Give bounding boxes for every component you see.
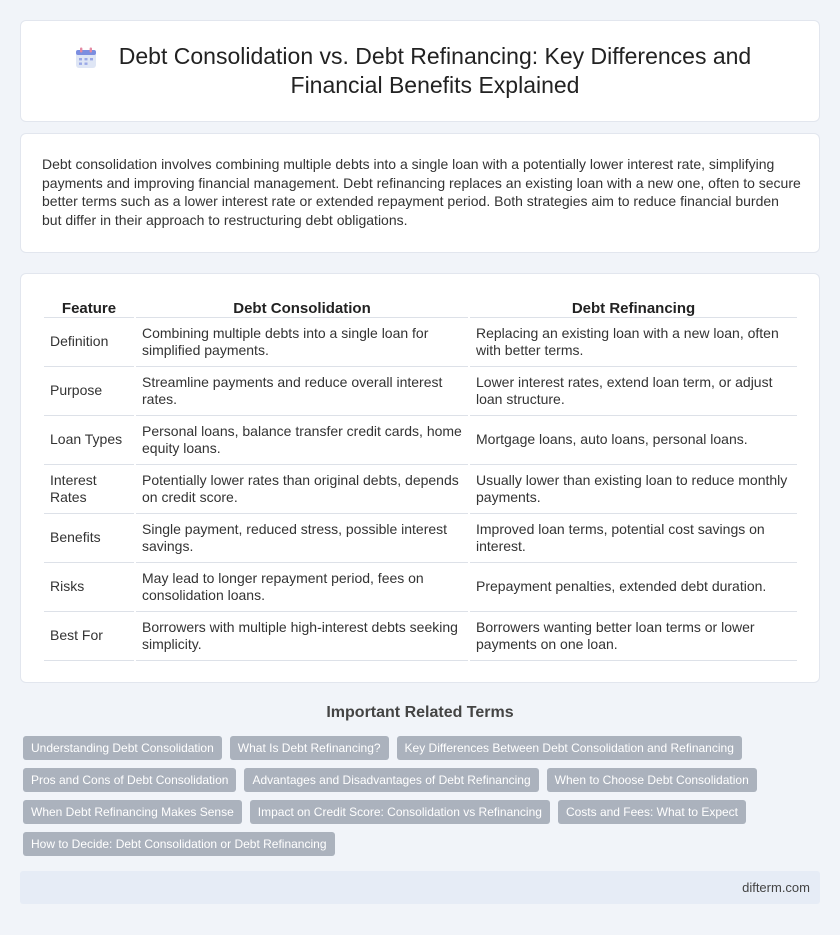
refinancing-cell: Replacing an existing loan with a new loan, often with better terms. xyxy=(470,318,797,367)
related-term-tag[interactable]: Pros and Cons of Debt Consolidation xyxy=(23,768,236,792)
feature-cell: Interest Rates xyxy=(44,465,134,514)
related-term-tag[interactable]: When to Choose Debt Consolidation xyxy=(547,768,757,792)
table-row xyxy=(44,318,797,367)
table-row xyxy=(44,612,797,661)
related-term-tag[interactable]: When Debt Refinancing Makes Sense xyxy=(23,800,242,824)
consolidation-cell: Personal loans, balance transfer credit cards, home equity loans. xyxy=(136,416,468,465)
feature-cell: Definition xyxy=(44,318,134,367)
related-term-tag[interactable]: What Is Debt Refinancing? xyxy=(230,736,389,760)
comparison-table xyxy=(42,296,799,661)
refinancing-cell: Prepayment penalties, extended debt duration. xyxy=(470,563,797,612)
header-feature: Feature xyxy=(44,296,134,318)
comparison-card xyxy=(20,273,820,683)
table-row xyxy=(44,367,797,416)
consolidation-cell: Potentially lower rates than original debts, depends on credit score. xyxy=(136,465,468,514)
feature-cell: Best For xyxy=(44,612,134,661)
header-debt-consolidation: Debt Consolidation xyxy=(136,296,468,318)
feature-cell: Benefits xyxy=(44,514,134,563)
table-row xyxy=(44,563,797,612)
refinancing-cell: Improved loan terms, potential cost savings on interest. xyxy=(470,514,797,563)
related-term-tag[interactable]: Impact on Credit Score: Consolidation vs Refinancing xyxy=(250,800,550,824)
table-row xyxy=(44,465,797,514)
feature-cell: Loan Types xyxy=(44,416,134,465)
consolidation-cell: Borrowers with multiple high-interest debts seeking simplicity. xyxy=(136,612,468,661)
feature-cell: Risks xyxy=(44,563,134,612)
refinancing-cell: Mortgage loans, auto loans, personal loans. xyxy=(470,416,797,465)
table-row xyxy=(44,514,797,563)
consolidation-cell: Streamline payments and reduce overall interest rates. xyxy=(136,367,468,416)
footer xyxy=(20,871,820,904)
table-header-row xyxy=(44,296,797,318)
consolidation-cell: Single payment, reduced stress, possible interest savings. xyxy=(136,514,468,563)
header-debt-refinancing: Debt Refinancing xyxy=(470,296,797,318)
related-term-tag[interactable]: Key Differences Between Debt Consolidation and Refinancing xyxy=(397,736,742,760)
related-term-tag[interactable]: Advantages and Disadvantages of Debt Refinancing xyxy=(244,768,538,792)
related-term-tag[interactable]: Understanding Debt Consolidation xyxy=(23,736,222,760)
page-title: Debt Consolidation vs. Debt Refinancing: Key Differences and Financial Benefits Explained xyxy=(118,43,752,98)
consolidation-cell: May lead to longer repayment period, fees on consolidation loans. xyxy=(136,563,468,612)
table-row xyxy=(44,416,797,465)
related-terms-heading: Important Related Terms xyxy=(326,704,514,721)
site-name[interactable]: difterm.com xyxy=(742,880,810,895)
related-term-tag[interactable]: How to Decide: Debt Consolidation or Debt Refinancing xyxy=(23,832,335,856)
refinancing-cell: Usually lower than existing loan to reduce monthly payments. xyxy=(470,465,797,514)
intro-paragraph: Debt consolidation involves combining multiple debts into a single loan with a potentially lower interest rate, simplifying payments and improving financial management. Debt refinancing replaces an existing loan with a new one, often to secure better terms such as a lower interest rate or extended repayment period. Both strategies aim to reduce financial burden but differ in their approach to restructuring debt obligations. xyxy=(42,156,801,228)
refinancing-cell: Borrowers wanting better loan terms or lower payments on one loan. xyxy=(470,612,797,661)
title-card xyxy=(20,20,820,122)
related-terms-list xyxy=(23,736,823,864)
intro-card xyxy=(20,133,820,253)
related-term-tag[interactable]: Costs and Fees: What to Expect xyxy=(558,800,746,824)
consolidation-cell: Combining multiple debts into a single loan for simplified payments. xyxy=(136,318,468,367)
feature-cell: Purpose xyxy=(44,367,134,416)
refinancing-cell: Lower interest rates, extend loan term, or adjust loan structure. xyxy=(470,367,797,416)
